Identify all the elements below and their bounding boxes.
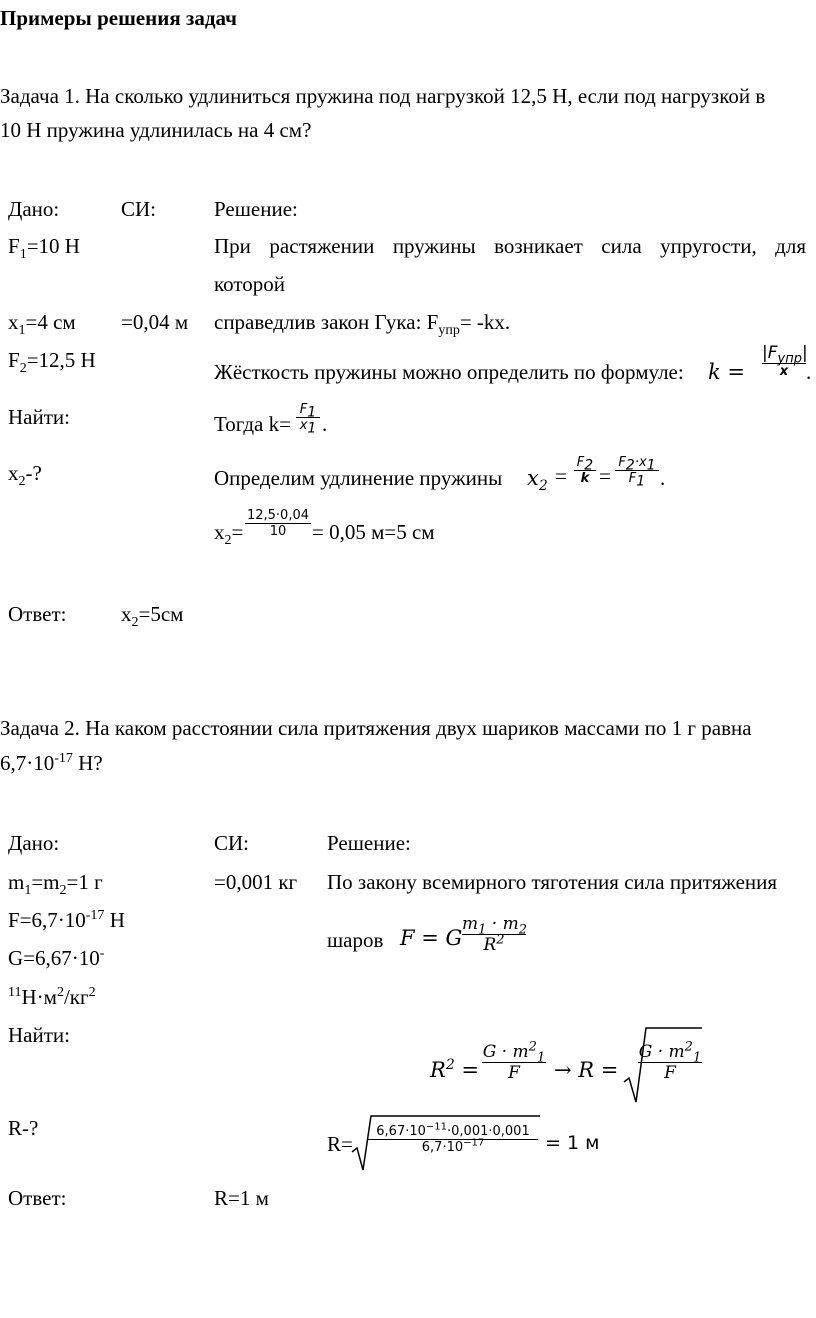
task2-newton-fraction: $m_1 \cdot m_2$ $R^2$: [462, 914, 528, 955]
task1-find-label: Найти:: [8, 405, 70, 429]
task1-stiffness-text: Жёсткость пружины можно определить по формуле:: [214, 360, 684, 384]
task2-si-mass: =0,001 кг: [214, 870, 298, 894]
task1-given-f1: $F_1=10$ Н: [8, 234, 80, 263]
task2-given-label: Дано:: [8, 831, 60, 855]
task1-period-1: .: [806, 360, 812, 384]
task2-calc-result: = 1 м: [545, 1132, 600, 1154]
task1-answer-label: Ответ:: [8, 602, 67, 626]
task2-answer-label: Ответ:: [8, 1186, 67, 1210]
task2-newton-lhs: F = G: [400, 926, 463, 950]
task1-x2-lhs: $x_2$: [527, 466, 548, 495]
task2-calc-fraction: $6,67\cdot 10^{-11}\cdot 0,001\cdot 0,001$ $6,7\cdot 10^{-17}$: [368, 1124, 538, 1155]
task1-x2-lhs-2: $x_2=$: [214, 520, 244, 549]
task1-given-f2: $F_2=12,5$ Н: [8, 348, 96, 377]
task1-k-fraction: $|F_{упр}|$ x: [762, 343, 808, 379]
task1-answer-value: $x_2=5см$: [121, 602, 184, 631]
task2-calc-lhs: R=: [327, 1132, 353, 1156]
task1-then-k: Тогда k=: [214, 412, 291, 436]
task1-statement-line2: 10 Н пружина удлинилась на 4 см?: [0, 118, 312, 142]
task1-solution-line1: При растяжении пружины возникает сила упругости, для: [214, 234, 806, 258]
task2-arrow-r: → R =: [554, 1058, 619, 1082]
task1-eq-1: =: [555, 464, 567, 488]
page-heading: Примеры решения задач: [0, 6, 237, 30]
task1-calc-fraction: 12,5·0,04 10: [246, 508, 310, 539]
task1-f2x1-f1-fraction: $F_2\cdot x_1$ $F_1$: [615, 455, 659, 486]
task2-solution-label: Решение:: [327, 831, 411, 855]
task1-solution-line2: которой: [214, 272, 285, 296]
task2-solution-line2: шаров: [327, 928, 384, 952]
task2-given-g-units: $^{11}Н\cdot м^2/кг^2$: [8, 985, 96, 1009]
task2-find-label: Найти:: [8, 1023, 70, 1047]
task1-f2-k-fraction: $F_2$ k: [574, 455, 596, 486]
task1-given-label: Дано:: [8, 197, 60, 221]
task1-k-lhs: k =: [708, 360, 745, 384]
task2-find-value: R-?: [8, 1116, 39, 1140]
task1-find-value: $x_2-$?: [8, 461, 42, 490]
task2-sqrt-fraction: $G \cdot m^2_1$ F: [638, 1039, 702, 1083]
task1-period-3: .: [660, 466, 666, 490]
task1-hooke-law: справедлив закон Гука: $F_{упр}= -kx$.: [214, 310, 511, 339]
task1-calc-result: = 0,05 м=5 см: [312, 520, 435, 544]
task1-given-x1: $x_1=4$ см: [8, 310, 76, 339]
task1-si-label: СИ:: [121, 197, 157, 221]
task2-r2-fraction: $G \cdot m^2_1$ F: [482, 1039, 546, 1083]
task2-given-g: G=6,67·10-: [8, 946, 105, 970]
task1-k-f1-x1-fraction: $F_1$ $x_1$: [296, 402, 320, 433]
task2-solution-line1: По закону всемирного тяготения сила притяжения: [327, 870, 778, 894]
task2-answer-value: R=1 м: [214, 1186, 269, 1210]
task2-given-force: $F=6,7\cdot 10^{-17}$ Н: [8, 908, 125, 932]
task1-determine-x2: Определим удлинение пружины: [214, 466, 503, 490]
task1-si-x1: =0,04 м: [121, 310, 189, 334]
task2-given-masses: $m_1=m_2=1$ г: [8, 870, 103, 899]
task2-statement-line1: Задача 2. На каком расстоянии сила притяжения двух шариков массами по 1 г равна: [0, 716, 752, 740]
task2-r2-lhs: $R^2$ =: [430, 1057, 480, 1082]
task1-solution-label: Решение:: [214, 197, 298, 221]
task2-statement-line2: $6,7\cdot 10^{-17}$ Н?: [0, 751, 103, 775]
task1-period-2: .: [322, 412, 328, 436]
task2-si-label: СИ:: [214, 831, 250, 855]
task1-eq-2: =: [599, 464, 611, 488]
task1-statement-line1: Задача 1. На сколько удлиниться пружина под нагрузкой 12,5 Н, если под нагрузкой в: [0, 84, 766, 108]
